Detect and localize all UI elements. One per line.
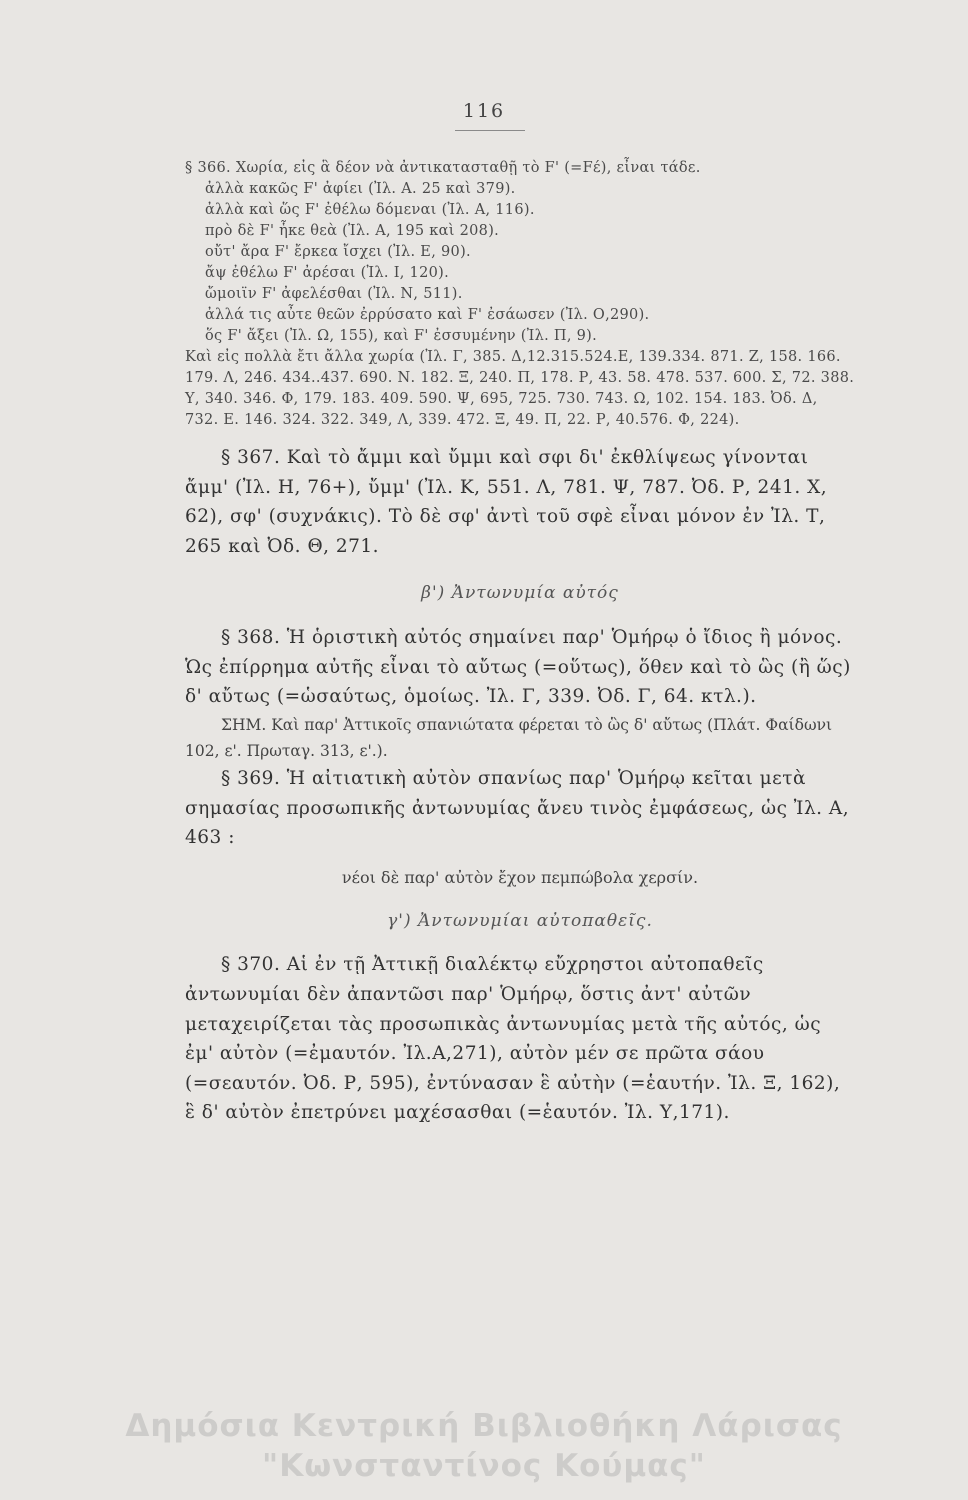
section-368-note: ΣΗΜ. Καὶ παρ' Ἀττικοῖς σπανιώτατα φέρεται τὸ ὣς δ' αὔτως (Πλάτ. Φαίδωνι 102, ε'. Πρωταγ. 313, ε'.). [185, 715, 833, 760]
quote-line: πρὸ δὲ F' ἧκε θεὰ (Ἰλ. Α, 195 καὶ 208). [205, 223, 500, 239]
verse-quote: νέοι δὲ παρ' αὐτὸν ἔχον πεμπώβολα χερσίν. [341, 867, 699, 887]
section-366-intro: § 366. Χωρία, εἰς ἃ δέον νὰ ἀντικατασταθῇ τὸ F' (=Fέ), εἶναι τάδε. [185, 160, 701, 176]
section-367: § 367. Καὶ τὸ ἄμμι καὶ ὔμμι καὶ σφι δι' ἐκθλίψεως γίνονται ἄμμ' (Ἰλ. Η, 76+), ὔμμ' (Ἰλ. Κ, 551. Λ, 781. Ψ, 787. Ὀδ. Ρ, 241. Χ, 62), σφ' (συχνάκις). Τὸ δὲ σφ' ἀντὶ τοῦ σφὲ εἶναι μόνον ἐν Ἰλ. Τ, 265 καὶ Ὀδ. Θ, 271. [185, 447, 828, 557]
quote-line: οὔτ' ἄρα F' ἔρκεα ἴσχει (Ἰλ. Ε, 90). [205, 244, 471, 260]
page-number: 116 [462, 100, 506, 122]
section-366-references: Καὶ εἰς πολλὰ ἔτι ἄλλα χωρία (Ἰλ. Γ, 385. Δ,12.315.524.Ε, 139.334. 871. Ζ, 158. 166. 179. Λ, 246. 434..437. 690. Ν. 182. Ξ, 240. Π, 178. Ρ, 43. 58. 478. 537. 600. Σ, 72. 388. Υ, 340. 346. Φ, 179. 183. 409. 590. Ψ, 695, 725. 730. 743. Ω, 102. 154. 183. Ὀδ. Δ, 732. Ε. 146. 324. 322. 349, Λ, 339. 472. Ξ, 49. Π, 22. Ρ, 40.576. Φ, 224). [185, 349, 855, 428]
quote-line: ὤμοιϊν F' ἀφελέσθαι (Ἰλ. Ν, 511). [205, 286, 463, 302]
quote-line: ὅς F' ἄξει (Ἰλ. Ω, 155), καὶ F' ἐσσυμένην (Ἰλ. Π, 9). [205, 328, 598, 344]
quote-line: ἀλλά τις αὖτε θεῶν ἐρρύσατο καὶ F' ἐσάωσεν (Ἰλ. Ο,290). [205, 307, 650, 323]
section-370: § 370. Αἱ ἐν τῇ Ἀττικῇ διαλέκτῳ εὔχρηστοι αὐτοπαθεῖς ἀντωνυμίαι δὲν ἀπαντῶσι παρ' Ὁμήρῳ, ὅστις ἀντ' αὐτῶν μεταχειρίζεται τὰς προσωπικὰς ἀντωνυμίας μετὰ τῆς αὐτός, ὡς ἐμ' αὐτὸν (=ἐμαυτόν. Ἰλ.Α,271), αὐτὸν μέν σε πρῶτα σάου (=σεαυτόν. Ὀδ. Ρ, 595), ἐντύνασαν ἓ αὐτὴν (=ἑαυτήν. Ἰλ. Ξ, 162), ἓ δ' αὐτὸν ἐπετρύνει μαχέσασθαι (=ἑαυτόν. Ἰλ. Υ,171). [185, 954, 841, 1124]
section-369: § 369. Ἡ αἰτιατικὴ αὐτὸν σπανίως παρ' Ὁμήρῳ κεῖται μετὰ σημασίας προσωπικῆς ἀντωνυμίας ἄνευ τινὸς ἐμφάσεως, ὡς Ἰλ. Α, 463 : [185, 767, 850, 849]
heading-reflexive: γ') Ἀντωνυμίαι αὐτοπαθεῖς. [387, 910, 653, 931]
header-rule [455, 130, 525, 131]
quote-line: ἀλλὰ κακῶς F' ἀφίει (Ἰλ. Α. 25 καὶ 379). [205, 181, 516, 197]
body-text [185, 158, 855, 1128]
section-368: § 368. Ἡ ὁριστικὴ αὐτός σημαίνει παρ' Ὁμήρῳ ὁ ἴδιος ἢ μόνος. Ὡς ἐπίρρημα αὐτῆς εἶναι τὸ αὔτως (=οὕτως), ὅθεν καὶ τὸ ὣς (ἢ ὥς) δ' αὔτως (=ὡσαύτως, ὁμοίως. Ἰλ. Γ, 339. Ὀδ. Γ, 64. κτλ.). [185, 627, 851, 708]
library-watermark: Δημόσια Κεντρική Βιβλιοθήκη Λάρισας [125, 1408, 843, 1444]
quote-line: ἀλλὰ καὶ ὥς F' ἐθέλω δόμεναι (Ἰλ. Α, 116). [205, 202, 535, 218]
heading-autos: β') Ἀντωνυμία αὐτός [421, 583, 619, 604]
quote-line: ἄψ ἐθέλω F' ἀρέσαι (Ἰλ. Ι, 120). [205, 265, 449, 281]
library-watermark-subtitle: "Κωνσταντίνος Κούμας" [262, 1448, 706, 1484]
